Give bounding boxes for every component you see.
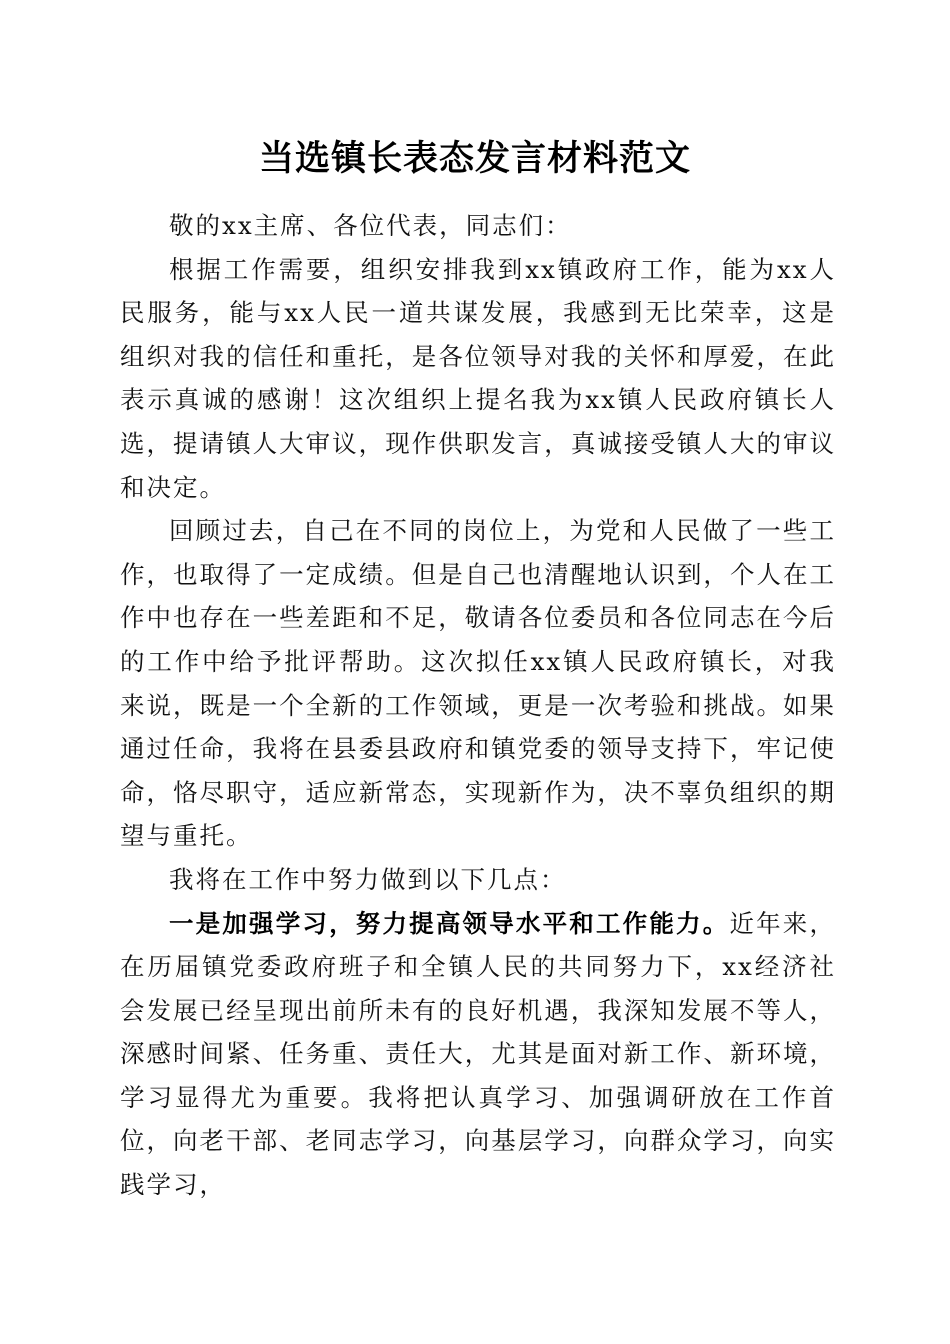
point-one-text: 近年来，在历届镇党委政府班子和全镇人民的共同努力下，xx经济社会发展已经呈现出前所未有的良好机遇，我深知发展不等人，深感时间紧、任务重、责任大，尤其是面对新工作、新环境，学习显得尤为重要。我将把认真学习、加强调研放在工作首位，向老干部、老同志学习，向基层学习，向群众学习，向实践学习， xyxy=(120,908,836,1200)
paragraph-appointment: 根据工作需要，组织安排我到xx镇政府工作，能为xx人民服务，能与xx人民一道共谋发展，我感到无比荣幸，这是组织对我的信任和重托，是各位领导对我的关怀和厚爱，在此表示真诚的感谢！这次组织上提名我为xx镇人民政府镇长人选，提请镇人大审议，现作供职发言，真诚接受镇人大的审议和决定。 xyxy=(120,254,836,502)
document-title: 当选镇长表态发言材料范文 xyxy=(258,138,691,179)
paragraph-point-one xyxy=(120,902,836,1207)
document-body xyxy=(120,204,836,1207)
greeting-paragraph: 敬的xx主席、各位代表，同志们： xyxy=(169,211,572,240)
paragraph-review: 回顾过去，自己在不同的岗位上，为党和人民做了一些工作，也取得了一定成绩。但是自己也清醒地认识到，个人在工作中也存在一些差距和不足，敬请各位委员和各位同志在今后的工作中给予批评帮助。这次拟任xx镇人民政府镇长，对我来说，既是一个全新的工作领域，更是一次考验和挑战。如果通过任命，我将在县委县政府和镇党委的领导支持下，牢记使命，恪尽职守，适应新常态，实现新作为，决不辜负组织的期望与重托。 xyxy=(120,516,836,851)
point-one-heading: 一是加强学习，努力提高领导水平和工作能力。 xyxy=(169,908,730,938)
paragraph-points-intro: 我将在工作中努力做到以下几点： xyxy=(169,864,567,894)
